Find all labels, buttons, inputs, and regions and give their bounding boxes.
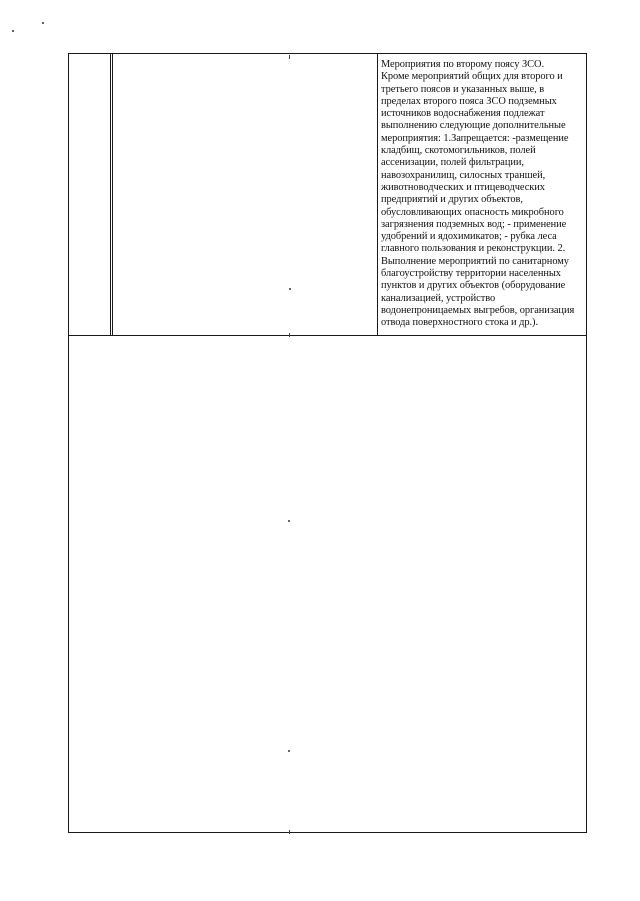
column-divider xyxy=(112,54,113,335)
measures-second-belt-text: Мероприятия по второму поясу ЗСО. Кроме мероприятий общих для второго и третьего поясов и указанных выше, в пределах второго пояса ЗСО подземных источников водоснабжения подлежат выполнению следующие дополнительные мероприятия: 1.Запрещается: -размещение кладбищ, скотомогильников, полей ассенизации, полей фильтрации, навозохранилищ, силосных траншей, животноводческих и птицеводческих предприятий и других объектов, обусловливающих опасность микробного загрязнения подземных вод; - применение удобрений и ядохимикатов; - рубка леса главного пользования и реконструкции. 2. Выполнение мероприятий по санитарному благоустройству территории населенных пунктов и других объектов (оборудование канализацией, устройство водонепроницаемых выгребов, организация отвода поверхностного стока и др.). xyxy=(381,59,575,329)
column-divider xyxy=(110,54,111,335)
scan-mark xyxy=(289,55,290,59)
scan-mark xyxy=(289,333,290,337)
table-row-lower xyxy=(68,335,587,833)
scan-speck xyxy=(12,30,14,32)
scan-speck xyxy=(289,288,291,290)
scan-mark xyxy=(289,830,290,834)
scan-speck xyxy=(288,520,290,522)
table-row-upper xyxy=(68,53,587,336)
column-divider xyxy=(377,54,378,335)
scan-speck xyxy=(42,22,44,24)
scan-speck xyxy=(288,750,290,752)
